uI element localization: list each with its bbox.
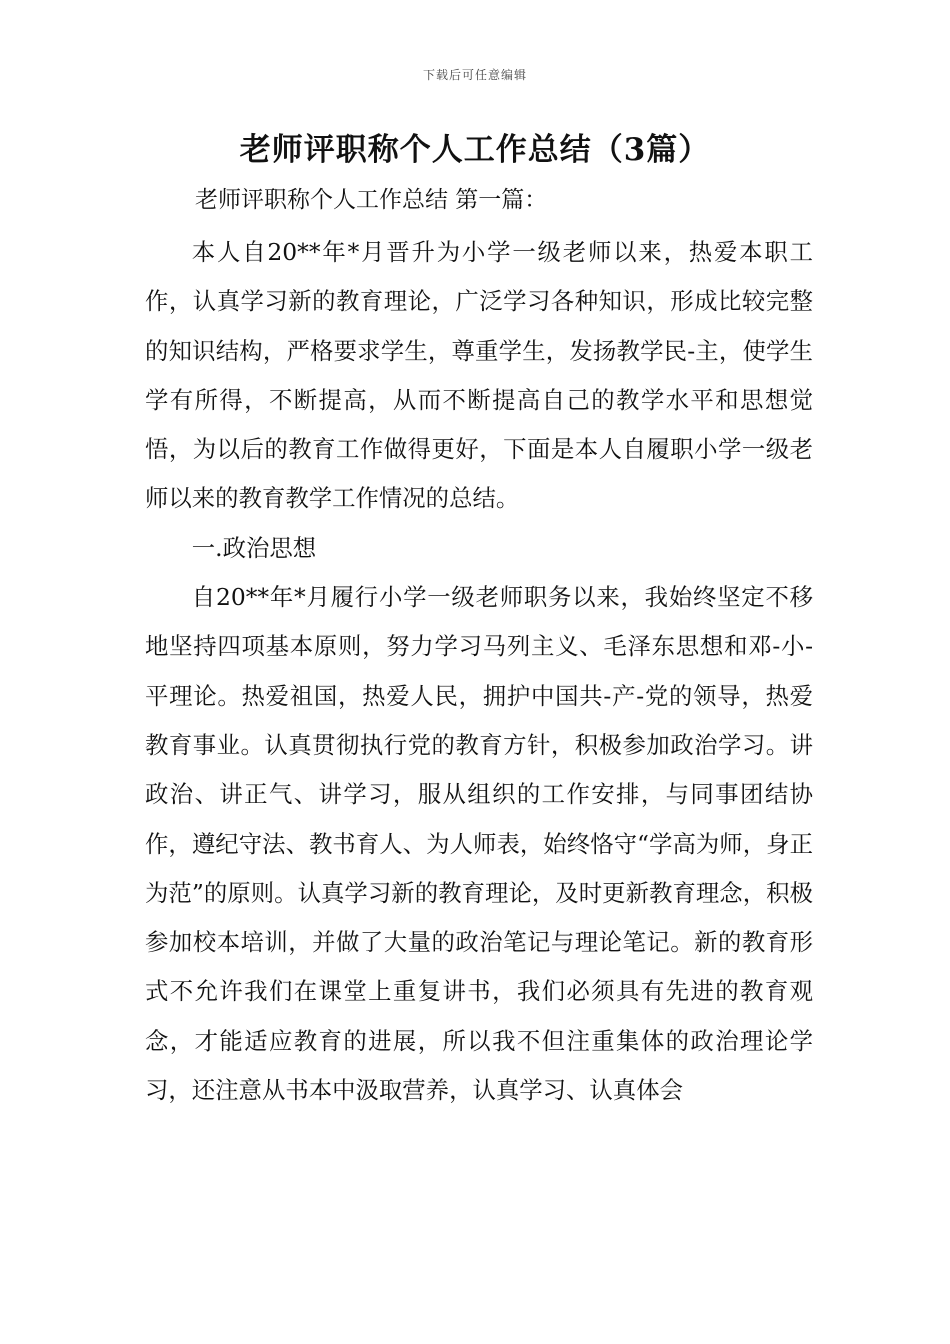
document-title: 老师评职称个人工作总结（3篇） <box>239 132 711 168</box>
header-note: 下载后可任意编辑 <box>422 68 527 82</box>
section-heading-politics: 一.政治思想 <box>191 533 317 562</box>
document-subtitle: 老师评职称个人工作总结 第一篇： <box>195 187 548 213</box>
paragraph-intro: 本人自20**年*月晋升为小学一级老师以来，热爱本职工作，认真学习新的教育理论，广泛学习各种知识，形成比较完整的知识结构，严格要求学生，尊重学生，发扬教学民-主，使学生学有所得，不断提高，从而不断提高自己的教学水平和思想觉悟，为以后的教育工作做得更好，下面是本人自履职小学一级老师以来的教育教学工作情况的总结。 <box>145 238 813 513</box>
paragraph-politics: 自20**年*月履行小学一级老师职务以来，我始终坚定不移地坚持四项基本原则，努力学习马列主义、毛泽东思想和邓-小-平理论。热爱祖国，热爱人民，拥护中国共-产-党的领导，热爱教育事业。认真贯彻执行党的教育方针，积极参加政治学习。讲政治、讲正气、讲学习，服从组织的工作安排，与同事团结协作，遵纪守法、教书育人、为人师表，始终恪守“学高为师，身正为范”的原则。认真学习新的教育理论，及时更新教育理念，积极参加校本培训，并做了大量的政治笔记与理论笔记。新的教育形式不允许我们在课堂上重复讲书，我们必须具有先进的教育观念，才能适应教育的进展，所以我不但注重集体的政治理论学习，还注意从书本中汲取营养，认真学习、认真体会 <box>145 583 813 1105</box>
document-body <box>145 228 813 1115</box>
